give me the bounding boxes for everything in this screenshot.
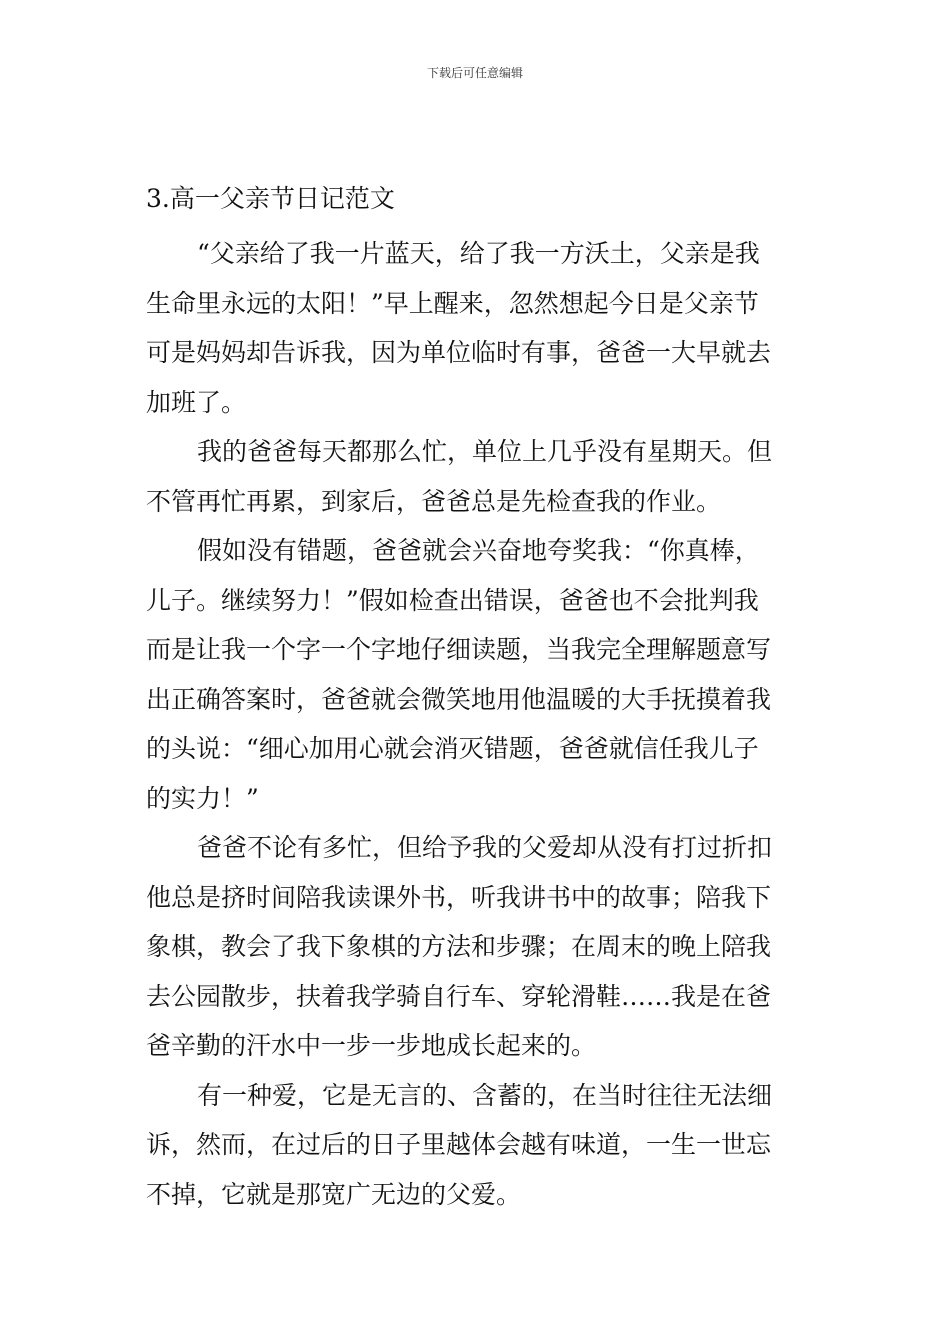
paragraph-line: 爸爸不论有多忙，但给予我的父爱却从没有打过折扣 [197, 833, 773, 862]
paragraph-line: 去公园散步，扶着我学骑自行车、穿轮滑鞋……我是在爸 [146, 981, 772, 1011]
paragraph-5 [146, 1071, 808, 1220]
paragraph-line: 出正确答案时，爸爸就会微笑地用他温暖的大手抚摸着我 [146, 684, 772, 714]
paragraph-line: 的头说：“细心加用心就会消灭错题，爸爸就信任我儿子 [146, 734, 759, 763]
paragraph-line: 我的爸爸每天都那么忙，单位上几乎没有星期天。但 [197, 437, 773, 466]
paragraph-4 [146, 823, 808, 1071]
paragraph-line: 加班了。 [146, 387, 247, 417]
paragraph-line: 象棋，教会了我下象棋的方法和步骤；在周末的晚上陪我 [146, 932, 772, 961]
paragraph-line: 儿子。继续努力！”假如检查出错误，爸爸也不会批判我 [146, 585, 759, 615]
paragraph-line: 可是妈妈却告诉我，因为单位临时有事，爸爸一大早就去 [146, 338, 772, 367]
paragraph-line: 不管再忙再累，到家后，爸爸总是先检查我的作业。 [146, 486, 722, 516]
paragraph-line: “父亲给了我一片蓝天，给了我一方沃土，父亲是我 [197, 239, 760, 268]
paragraph-line: 的实力！” [146, 783, 259, 813]
paragraph-line: 诉，然而，在过后的日子里越体会越有味道，一生一世忘 [146, 1130, 772, 1159]
paragraph-line: 爸辛勤的汗水中一步一步地成长起来的。 [146, 1031, 597, 1060]
document-body [146, 180, 808, 1219]
paragraph-line: 而是让我一个字一个字地仔细读题，当我完全理解题意写 [146, 635, 772, 664]
page-header: 下载后可任意编辑 [426, 66, 523, 80]
paragraph-line: 生命里永远的太阳！”早上醒来，忽然想起今日是父亲节 [146, 288, 759, 318]
document-title: 3.高一父亲节日记范文 [146, 184, 395, 213]
paragraph-line: 假如没有错题，爸爸就会兴奋地夸奖我：“你真棒， [197, 536, 760, 565]
paragraph-1 [146, 229, 808, 427]
paragraph-line: 不掉，它就是那宽广无边的父爱。 [146, 1179, 522, 1209]
paragraph-line: 有一种爱，它是无言的、含蓄的，在当时往往无法细 [197, 1080, 773, 1110]
paragraph-line: 他总是挤时间陪我读课外书，听我讲书中的故事；陪我下 [146, 882, 772, 912]
paragraph-2 [146, 427, 808, 526]
paragraph-3 [146, 526, 808, 823]
